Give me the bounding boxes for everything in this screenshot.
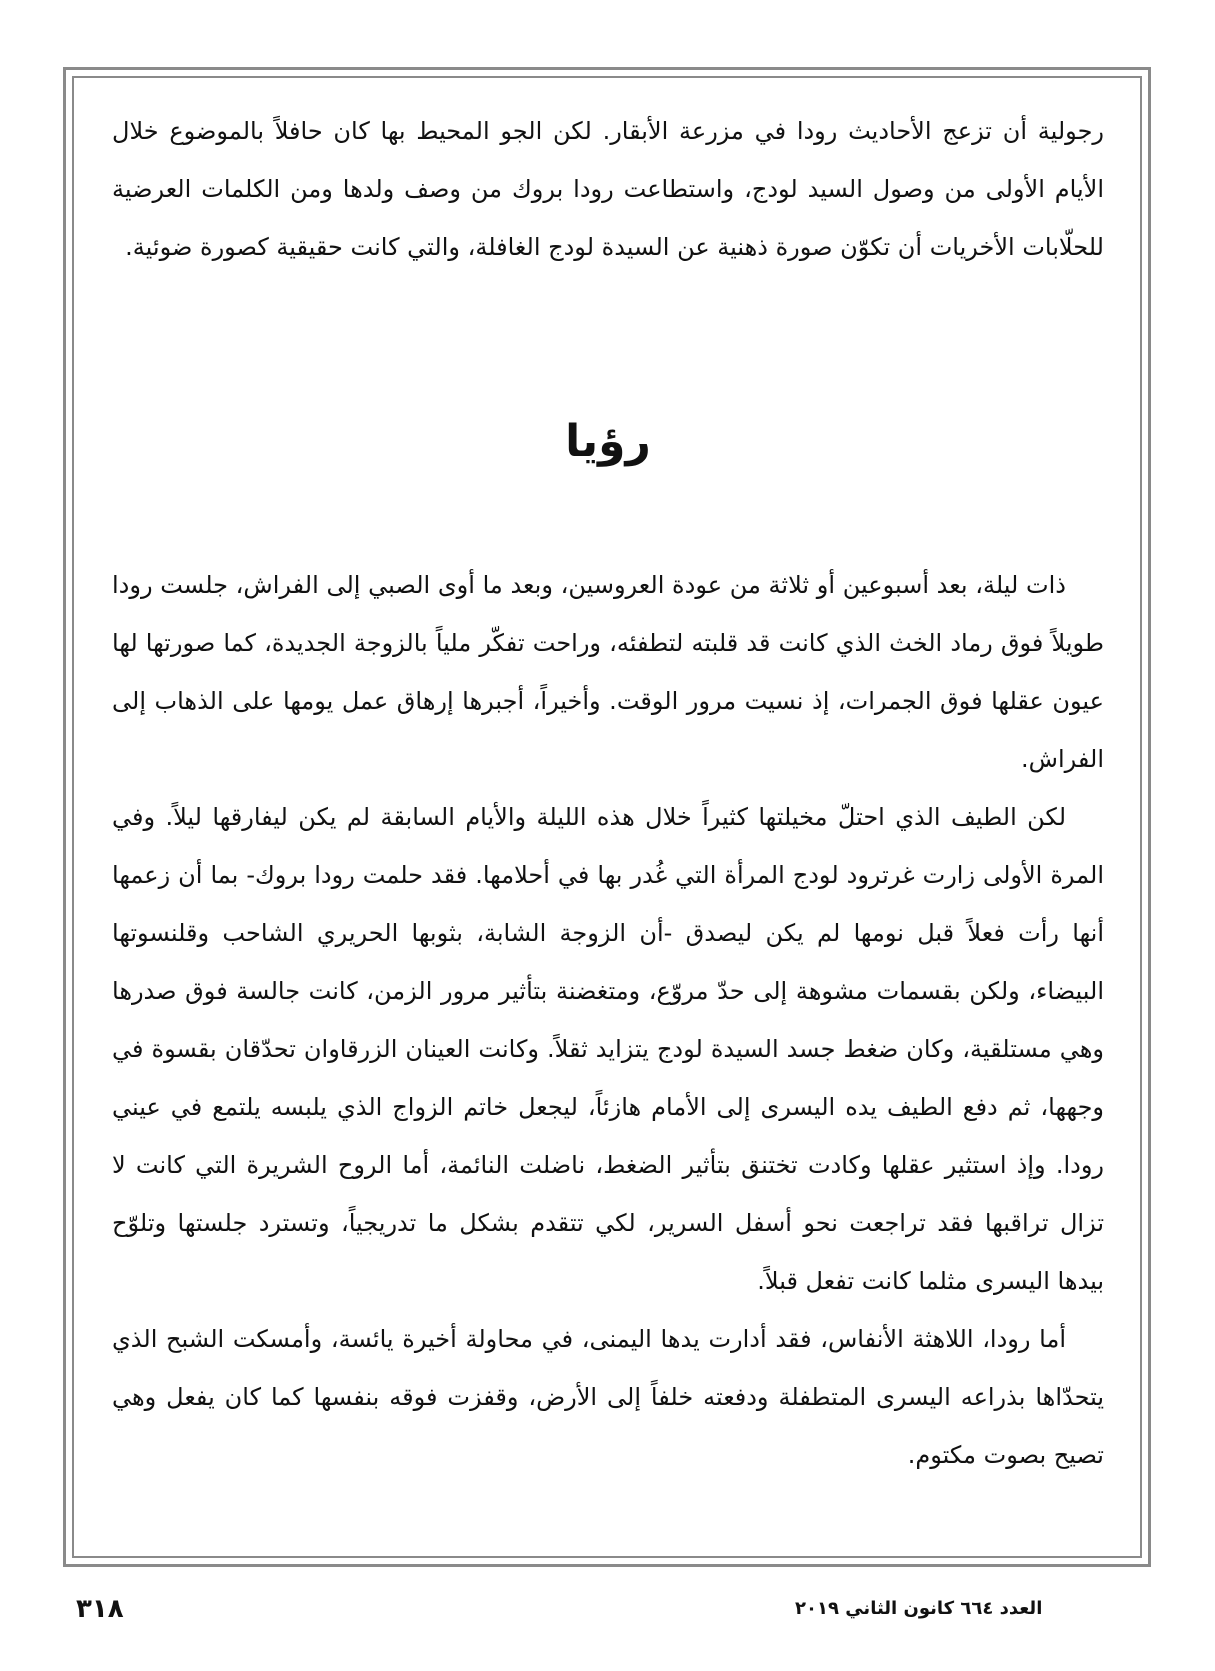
intro-paragraph: رجولية أن تزعج الأحاديث رودا في مزرعة الأبقار. لكن الجو المحيط بها كان حافلاً بالموضوع خلال الأيام الأولى من وصول السيد لودج، واستطاعت رودا بروك من وصف ولدها ومن الكلمات العرضية للحلّابات الأخريات أن تكوّن صورة ذهنية عن السيدة لودج الغافلة، والتي كانت حقيقية كصورة ضوئية. bbox=[112, 117, 1104, 261]
paragraph: أما رودا، اللاهثة الأنفاس، فقد أدارت يدها اليمنى، في محاولة أخيرة يائسة، وأمسكت الشبح الذي يتحدّاها بذراعه اليسرى المتطفلة ودفعته خلفاً إلى الأرض، وقفزت فوقه بنفسها كما كان يفعل وهي تصيح بصوت مكتوم. bbox=[112, 1325, 1104, 1469]
intro-text-block bbox=[112, 102, 1104, 276]
paragraph: ذات ليلة، بعد أسبوعين أو ثلاثة من عودة العروسين، وبعد ما أوى الصبي إلى الفراش، جلست رودا طويلاً فوق رماد الخث الذي كانت قد قلبته لتطفئه، وراحت تفكّر ملياً بالزوجة الجديدة، كما صورتها لها عيون عقلها فوق الجمرات، إذ نسيت مرور الوقت. وأخيراً، أجبرها إرهاق عمل يومها على الذهاب إلى الفراش. bbox=[112, 571, 1104, 773]
paragraph: لكن الطيف الذي احتلّ مخيلتها كثيراً خلال هذه الليلة والأيام السابقة لم يكن ليفارقها ليلاً. وفي المرة الأولى زارت غرترود لودج المرأة التي غُدر بها في أحلامها. فقد حلمت رودا بروك- بما أن زعمها أنها رأت فعلاً قبل نومها لم يكن ليصدق -أن الزوجة الشابة، بثوبها الحريري الشاحب وقلنسوتها البيضاء، ولكن بقسمات مشوهة إلى حدّ مروّع، ومتغضنة بتأثير مرور الزمن، كانت جالسة فوق صدرها وهي مستلقية، وكان ضغط جسد السيدة لودج يتزايد ثقلاً. وكانت العينان الزرقاوان تحدّقان بقسوة في وجهها، ثم دفع الطيف يده اليسرى إلى الأمام هازئاً، ليجعل خاتم الزواج الذي يلبسه يلتمع في عيني رودا. وإذ استثير عقلها وكادت تختنق بتأثير الضغط، ناضلت النائمة، أما الروح الشريرة التي كانت لا تزال تراقبها فقد تراجعت نحو أسفل السرير، لكي تتقدم بشكل ما تدريجياً، وتسترد جلستها وتلوّح بيدها اليسرى مثلما كانت تفعل قبلاً. bbox=[112, 803, 1104, 1295]
issue-label: العدد ٦٦٤ كانون الثاني ٢٠١٩ bbox=[795, 1598, 1043, 1619]
page-number: ٣١٨ bbox=[76, 1594, 124, 1624]
section-title: رؤيا bbox=[565, 416, 651, 467]
story-body bbox=[112, 556, 1104, 1484]
